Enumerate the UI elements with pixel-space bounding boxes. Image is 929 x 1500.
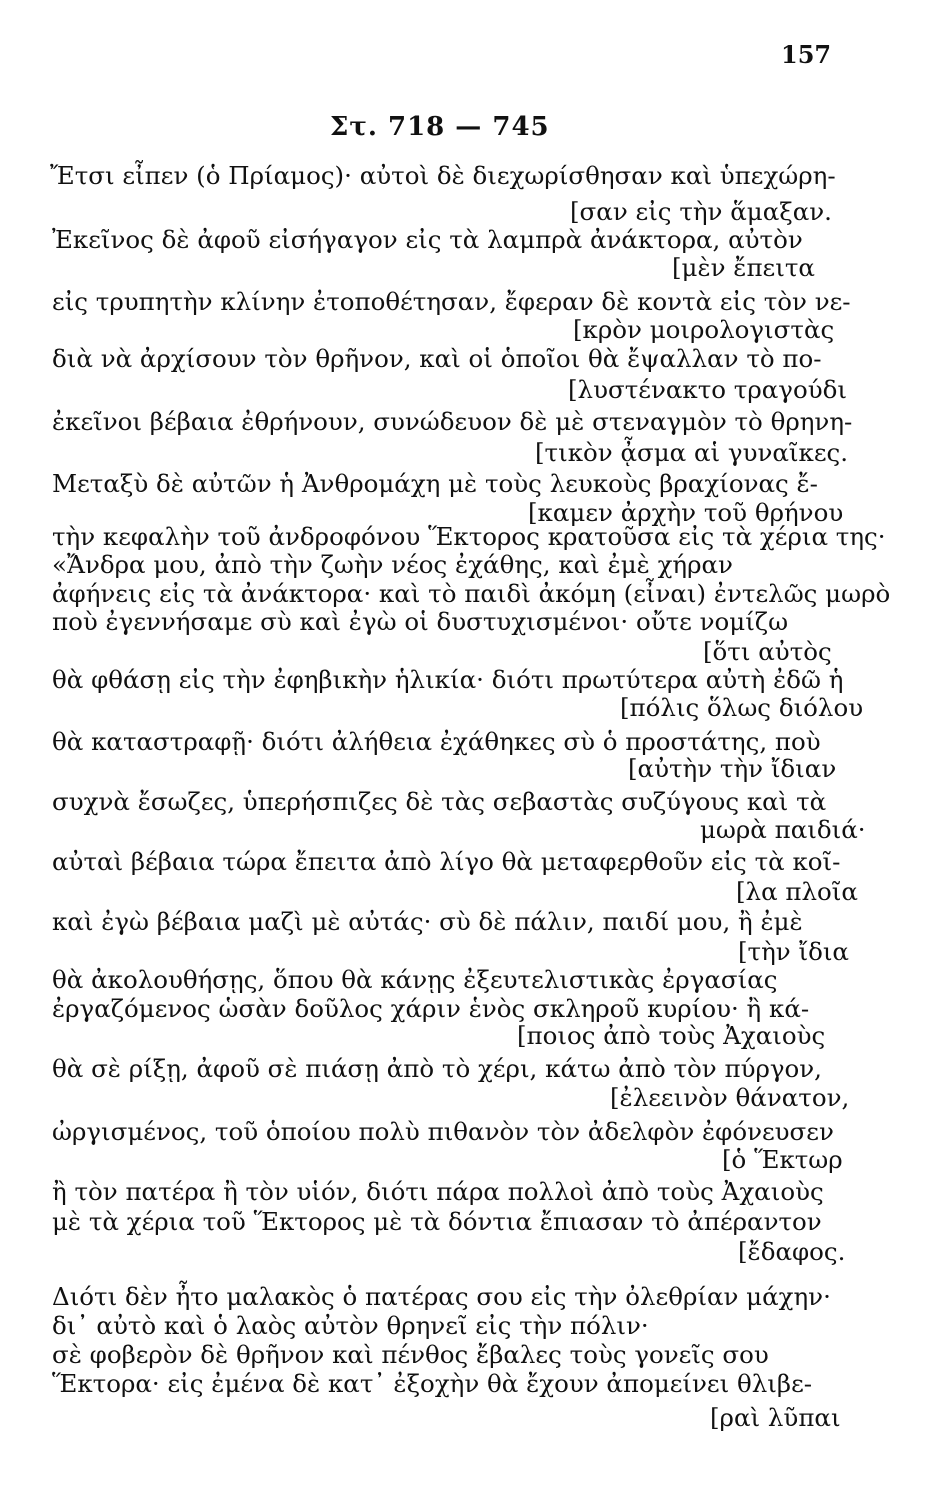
text-line: ὠργισμένος, τοῦ ὁποίου πολὺ πιθανὸν τὸν ἀδελφὸν ἐφόνευσεν — [52, 1117, 834, 1146]
text-line: θὰ καταστραφῇ· διότι ἀλήθεια ἐχάθηκες σὺ ὁ προστάτης, ποὺ — [52, 727, 821, 756]
continuation-line: [ἐλεεινὸν θάνατον, — [610, 1083, 850, 1112]
continuation-line: [πόλις ὅλως διόλου — [620, 693, 864, 722]
text-line: Διότι δὲν ἦτο μαλακὸς ὁ πατέρας σου εἰς τὴν ὀλεθρίαν μάχην· — [52, 1282, 831, 1311]
text-line: καὶ ἐγὼ βέβαια μαζὶ μὲ αὐτάς· σὺ δὲ πάλιν, παιδί μου, ἢ ἐμὲ — [52, 907, 803, 936]
continuation-line: [μὲν ἔπειτα — [672, 253, 815, 282]
text-line: σὲ φοβερὸν δὲ θρῆνον καὶ πένθος ἔβαλες τοὺς γονεῖς σου — [52, 1340, 769, 1369]
text-line: ἐργαζόμενος ὡσὰν δοῦλος χάριν ἑνὸς σκληροῦ κυρίου· ἢ κά- — [52, 994, 810, 1023]
text-line: Ἐκεῖνος δὲ ἀφοῦ εἰσήγαγον εἰς τὰ λαμπρὰ ἀνάκτορα, αὐτὸν — [52, 225, 803, 254]
text-line: εἰς τρυπητὴν κλίνην ἐτοποθέτησαν, ἔφεραν δὲ κοντὰ εἰς τὸν νε- — [52, 287, 851, 316]
continuation-line: [καμεν ἀρχὴν τοῦ θρήνου — [528, 498, 844, 527]
text-line: Ἔτσι εἶπεν (ὁ Πρίαμος)· αὐτοὶ δὲ διεχωρίσθησαν καὶ ὑπεχώρη- — [50, 161, 836, 190]
text-line: θὰ σὲ ρίξῃ, ἀφοῦ σὲ πιάσῃ ἀπὸ τὸ χέρι, κάτω ἀπὸ τὸν πύργον, — [52, 1054, 822, 1083]
continuation-line: μωρὰ παιδιά· — [700, 815, 866, 844]
continuation-line: [τικὸν ᾆσμα αἱ γυναῖκες. — [535, 438, 849, 467]
continuation-line: [ποιος ἀπὸ τοὺς Ἀχαιοὺς — [517, 1021, 826, 1050]
continuation-line: [κρὸν μοιρολογιστὰς — [573, 315, 835, 344]
continuation-line: [τὴν ἴδια — [738, 937, 849, 966]
text-line: ἐκεῖνοι βέβαια ἐθρήνουν, συνώδευον δὲ μὲ στεναγμὸν τὸ θρηνη- — [52, 407, 853, 436]
continuation-line: [λυστένακτο τραγούδι — [568, 375, 847, 404]
text-line: συχνὰ ἔσωζες, ὑπερήσπιζες δὲ τὰς σεβαστὰς συζύγους καὶ τὰ — [52, 787, 827, 816]
text-line: αὐταὶ βέβαια τώρα ἔπειτα ἀπὸ λίγο θὰ μεταφερθοῦν εἰς τὰ κοῖ- — [52, 847, 841, 876]
continuation-line: [λα πλοῖα — [736, 877, 858, 906]
text-line: Ἕκτορα· εἰς ἐμένα δὲ κατ᾽ ἐξοχὴν θὰ ἔχουν ἀπομείνει θλιβε- — [52, 1369, 813, 1398]
text-line: «Ἄνδρα μου, ἀπὸ τὴν ζωὴν νέος ἐχάθης, καὶ ἐμὲ χήραν — [52, 550, 733, 579]
continuation-line: [σαν εἰς τὴν ἅμαξαν. — [570, 197, 832, 226]
text-line: ἢ τὸν πατέρα ἢ τὸν υἱόν, διότι πάρα πολλοὶ ἀπὸ τοὺς Ἀχαιοὺς — [52, 1177, 824, 1206]
text-line: θὰ φθάσῃ εἰς τὴν ἐφηβικὴν ἡλικία· διότι πρωτύτερα αὐτὴ ἐδῶ ἡ — [52, 665, 844, 694]
section-title: Στ. 718 — 745 — [330, 112, 550, 142]
text-line: θὰ ἀκολουθήσῃς, ὅπου θὰ κάνῃς ἐξευτελιστικὰς ἐργασίας — [52, 965, 778, 994]
continuation-line: [ὅτι αὐτὸς — [703, 637, 832, 666]
continuation-line: [ἔδαφος. — [738, 1237, 846, 1266]
text-line: τὴν κεφαλὴν τοῦ ἀνδροφόνου Ἕκτορος κρατοῦσα εἰς τὰ χέρια της· — [52, 522, 886, 551]
continuation-line: [ὁ Ἕκτωρ — [722, 1145, 843, 1174]
text-line: μὲ τὰ χέρια τοῦ Ἕκτορος μὲ τὰ δόντια ἔπιασαν τὸ ἀπέραντον — [52, 1207, 822, 1236]
text-line: ποὺ ἐγεννήσαμε σὺ καὶ ἐγὼ οἱ δυστυχισμένοι· οὔτε νομίζω — [52, 607, 789, 636]
text-line: ἀφήνεις εἰς τὰ ἀνάκτορα· καὶ τὸ παιδὶ ἀκόμη (εἶναι) ἐντελῶς μωρὸ — [52, 579, 891, 608]
page-number: 157 — [781, 40, 832, 69]
continuation-line: [αὐτὴν τὴν ἴδιαν — [628, 754, 837, 783]
continuation-line: [ραὶ λῦπαι — [710, 1403, 841, 1432]
text-line: Μεταξὺ δὲ αὐτῶν ἡ Ἀνθρομάχη μὲ τοὺς λευκοὺς βραχίονας ἔ- — [52, 469, 818, 498]
text-line: διὰ νὰ ἀρχίσουν τὸν θρῆνον, καὶ οἱ ὁποῖοι θὰ ἔψαλλαν τὸ πο- — [52, 344, 822, 373]
text-line: δι᾽ αὐτὸ καὶ ὁ λαὸς αὐτὸν θρηνεῖ εἰς τὴν πόλιν· — [52, 1311, 649, 1340]
